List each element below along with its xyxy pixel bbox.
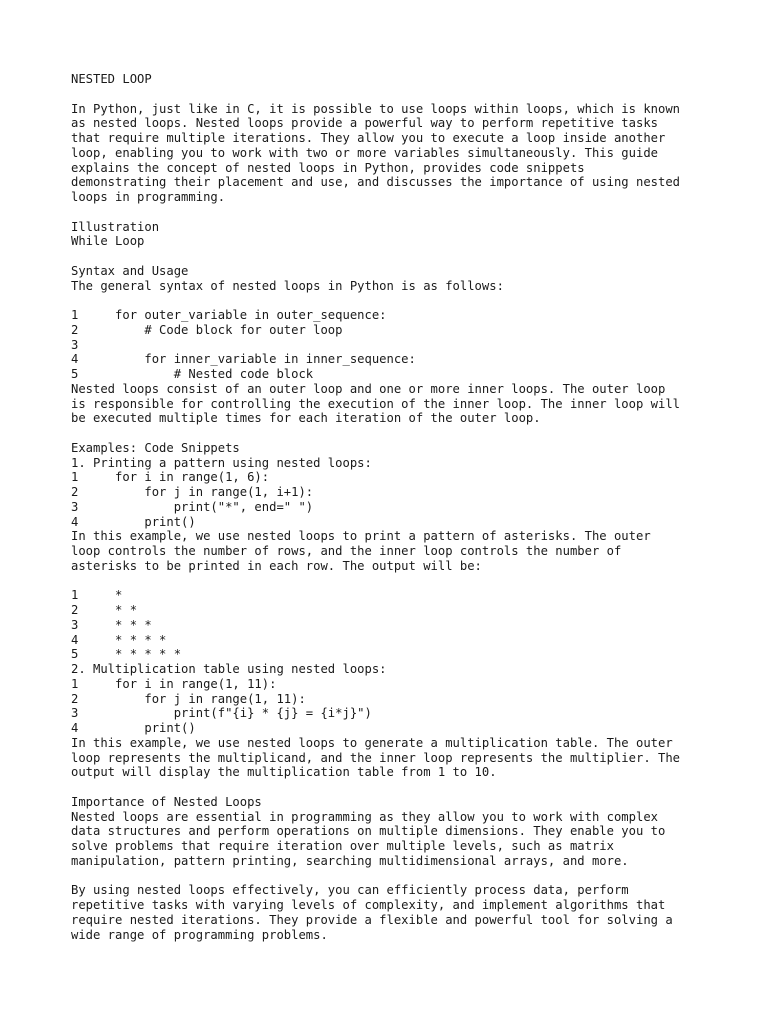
text-line: Nested loops consist of an outer loop and one or more inner loops. The outer loop <box>71 381 666 396</box>
blank-line <box>71 87 731 102</box>
blank-line <box>71 205 731 220</box>
text-line: be executed multiple times for each iteration of the outer loop. <box>71 411 541 426</box>
text-line: By using nested loops effectively, you can efficiently process data, perform <box>71 883 629 898</box>
text-line: output will display the multiplication table from 1 to 10. <box>71 765 497 780</box>
text-line: manipulation, pattern printing, searching multidimensional arrays, and more. <box>71 853 629 868</box>
text-line: repetitive tasks with varying levels of complexity, and implement algorithms that <box>71 898 666 912</box>
text-line: 5 # Nested code block <box>71 367 314 381</box>
text-line: 2 for j in range(1, i+1): <box>71 485 314 499</box>
text-line: 1 for i in range(1, 6): <box>71 470 270 485</box>
text-line: Examples: Code Snippets <box>71 440 240 455</box>
text-line: loop controls the number of rows, and the inner loop controls the number of <box>71 544 622 558</box>
blank-line <box>71 780 731 795</box>
text-line: data structures and perform operations on multiple dimensions. They enable you to <box>71 824 666 839</box>
text-line: 1 * <box>71 588 123 603</box>
text-line: 4 * * * * <box>71 632 167 647</box>
text-line: demonstrating their placement and use, and discusses the importance of using nested <box>71 175 681 190</box>
text-line: wide range of programming problems. <box>71 927 328 942</box>
blank-line <box>71 426 731 441</box>
document-body <box>71 72 731 942</box>
text-line: Syntax and Usage <box>71 263 189 278</box>
text-line: Illustration <box>71 219 160 234</box>
blank-line <box>71 293 731 308</box>
text-line: asterisks to be printed in each row. The output will be: <box>71 558 482 573</box>
text-line: In Python, just like in C, it is possible to use loops within loops, which is known <box>71 101 681 116</box>
text-line: The general syntax of nested loops in Python is as follows: <box>71 278 504 293</box>
text-line: Importance of Nested Loops <box>71 794 262 809</box>
text-line: 3 * * * <box>71 617 152 632</box>
blank-line <box>71 869 731 884</box>
text-line: explains the concept of nested loops in Python, provides code snippets <box>71 160 585 175</box>
text-line: 2 * * <box>71 603 138 617</box>
text-line: In this example, we use nested loops to generate a multiplication table. The outer <box>71 735 673 750</box>
blank-line <box>71 574 731 589</box>
text-line: that require multiple iterations. They allow you to execute a loop inside another <box>71 131 666 145</box>
text-line: require nested iterations. They provide a flexible and powerful tool for solving a <box>71 912 673 927</box>
text-line: 4 for inner_variable in inner_sequence: <box>71 352 416 367</box>
text-line: 3 print("*", end=" ") <box>71 499 314 514</box>
text-line: NESTED LOOP <box>71 72 152 86</box>
text-line: 1. Printing a pattern using nested loops: <box>71 455 372 470</box>
text-line: 4 print() <box>71 514 196 529</box>
text-line: loop represents the multiplicand, and the inner loop represents the multiplier. The <box>71 750 681 765</box>
text-line: 2 # Code block for outer loop <box>71 322 343 337</box>
blank-line <box>71 249 731 264</box>
text-line: 1 for outer_variable in outer_sequence: <box>71 308 387 322</box>
text-line: loop, enabling you to work with two or more variables simultaneously. This guide <box>71 145 658 160</box>
text-line: Nested loops are essential in programming as they allow you to work with complex <box>71 809 658 824</box>
text-line: While Loop <box>71 234 145 249</box>
text-line: 5 * * * * * <box>71 647 182 662</box>
text-line: 1 for i in range(1, 11): <box>71 676 277 691</box>
text-line: as nested loops. Nested loops provide a powerful way to perform repetitive tasks <box>71 116 658 131</box>
text-line: solve problems that require iteration over multiple levels, such as matrix <box>71 839 614 853</box>
text-line: loops in programming. <box>71 190 226 204</box>
text-line: In this example, we use nested loops to print a pattern of asterisks. The outer <box>71 529 651 544</box>
text-line: 3 <box>71 337 79 352</box>
text-line: 4 print() <box>71 721 196 735</box>
text-line: is responsible for controlling the execution of the inner loop. The inner loop will <box>71 396 681 411</box>
text-line: 2 for j in range(1, 11): <box>71 691 306 706</box>
text-line: 3 print(f"{i} * {j} = {i*j}") <box>71 706 372 721</box>
text-line: 2. Multiplication table using nested loops: <box>71 662 387 676</box>
